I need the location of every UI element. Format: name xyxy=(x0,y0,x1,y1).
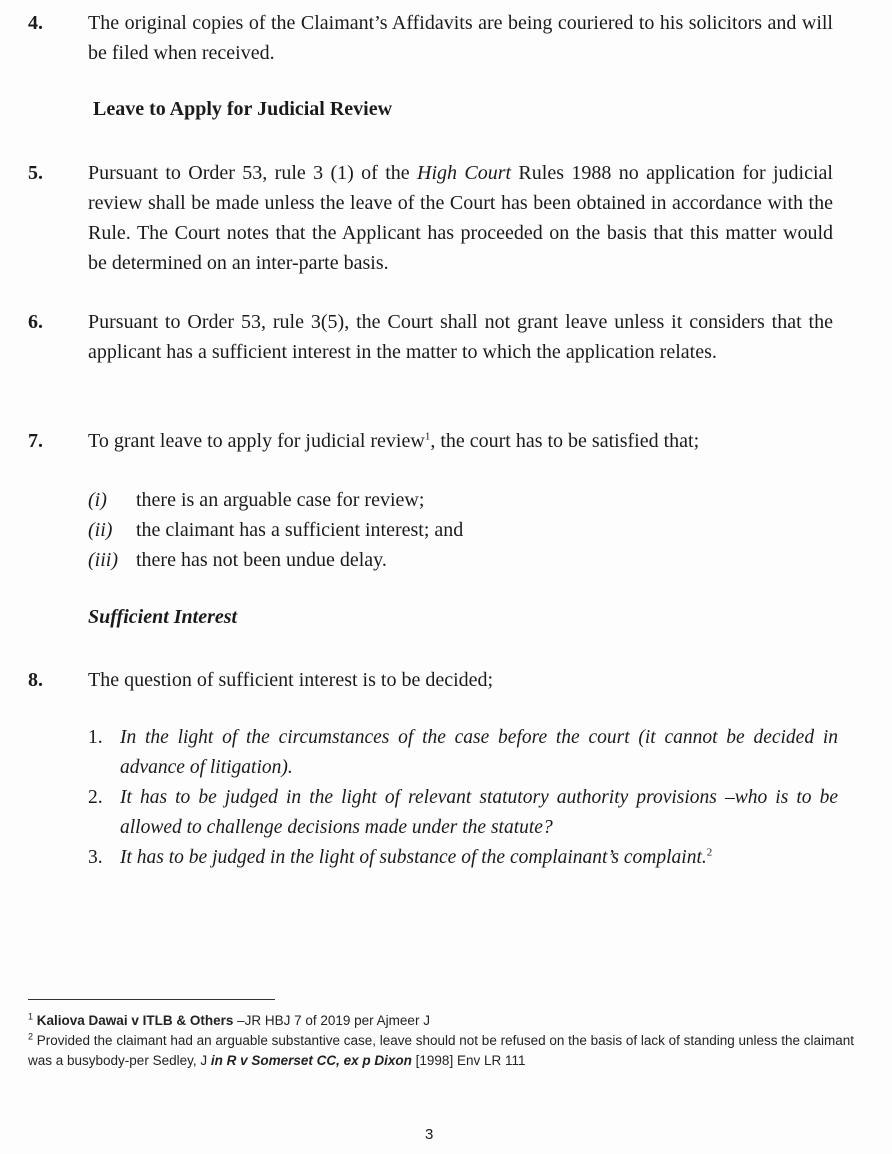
text-segment: Rules 1988 no application for judicial review shall be made unless the leave of the Court has been obtained in accordance with the Rule. The Court notes that the Applicant has proceeded on the basis that this matter would be determined on an inter-parte basis. xyxy=(88,162,833,274)
paragraph-number: 7. xyxy=(28,430,43,452)
list-text: In the light of the circumstances of the case before the court (it cannot be decided in advance of litigation). xyxy=(120,727,838,778)
paragraph-text: The question of sufficient interest is to be decided; xyxy=(88,669,494,691)
footnote-2 xyxy=(28,1031,858,1071)
criteria-item xyxy=(88,485,463,515)
criteria-text: there is an arguable case for review; xyxy=(136,489,425,511)
footnote-number: 2 xyxy=(28,1031,34,1042)
list-number: 1. xyxy=(88,727,103,748)
italic-segment: High Court xyxy=(417,162,512,184)
footnote-number: 1 xyxy=(28,1011,34,1022)
paragraph-number: 8. xyxy=(28,669,43,691)
text-segment: To grant leave to apply for judicial review xyxy=(88,430,425,452)
case-name: in R v Somerset CC, ex p Dixon xyxy=(210,1053,412,1068)
section-heading-sufficient-interest: Sufficient Interest xyxy=(88,606,238,628)
list-text: It has to be judged in the light of relevant statutory authority provisions –who is to be allowed to challenge decisions made under the statute? xyxy=(120,787,838,838)
list-number: 3. xyxy=(88,847,103,868)
paragraph-number: 4. xyxy=(28,12,43,34)
footnote-text: Provided the claimant had an arguable substantive case, leave should not be refused on the basis of lack of standing unless the claimant was a busybody-per Sedley, J xyxy=(28,1033,855,1068)
criteria-label: (i) xyxy=(88,489,107,511)
case-name: Kaliova Dawai v ITLB & Others xyxy=(36,1013,234,1028)
footnote-text: [1998] Env LR 111 xyxy=(411,1053,526,1068)
criteria-label: (iii) xyxy=(88,549,118,571)
footnote-ref-2[interactable]: 2 xyxy=(706,846,713,859)
criteria-item xyxy=(88,515,463,545)
paragraph-text: The original copies of the Claimant’s Affidavits are being couriered to his solicitors and will be filed when received. xyxy=(88,12,833,64)
text-segment: Pursuant to Order 53, rule 3 (1) of the xyxy=(88,162,418,184)
criteria-text: there has not been undue delay. xyxy=(136,549,387,571)
list-text: It has to be judged in the light of substance of the complainant’s complaint. xyxy=(120,847,707,868)
footnote-text: –JR HBJ 7 of 2019 per Ajmeer J xyxy=(233,1013,430,1028)
paragraph-text xyxy=(88,158,833,278)
text-segment: , the court has to be satisfied that; xyxy=(430,430,700,452)
list-number: 2. xyxy=(88,787,103,808)
section-heading-leave: Leave to Apply for Judicial Review xyxy=(93,98,393,120)
footnote-separator xyxy=(28,999,275,1000)
criteria-list xyxy=(88,485,463,575)
page-number: 3 xyxy=(425,1126,434,1143)
paragraph-text: Pursuant to Order 53, rule 3(5), the Court shall not grant leave unless it considers that the applicant has a sufficient interest in the matter to which the application relates. xyxy=(88,311,833,363)
paragraph-text xyxy=(88,426,833,456)
criteria-label: (ii) xyxy=(88,519,113,541)
criteria-text: the claimant has a sufficient interest; and xyxy=(136,519,464,541)
list-item xyxy=(88,843,838,873)
footnotes xyxy=(28,1011,858,1071)
list-item xyxy=(88,723,838,783)
footnote-ref-1[interactable]: 1 xyxy=(424,430,431,443)
paragraph-number: 5. xyxy=(28,162,43,184)
list-item xyxy=(88,783,838,843)
footnote-1 xyxy=(28,1011,858,1031)
criteria-item xyxy=(88,545,463,575)
sufficient-interest-list xyxy=(88,723,838,873)
paragraph-number: 6. xyxy=(28,311,43,333)
